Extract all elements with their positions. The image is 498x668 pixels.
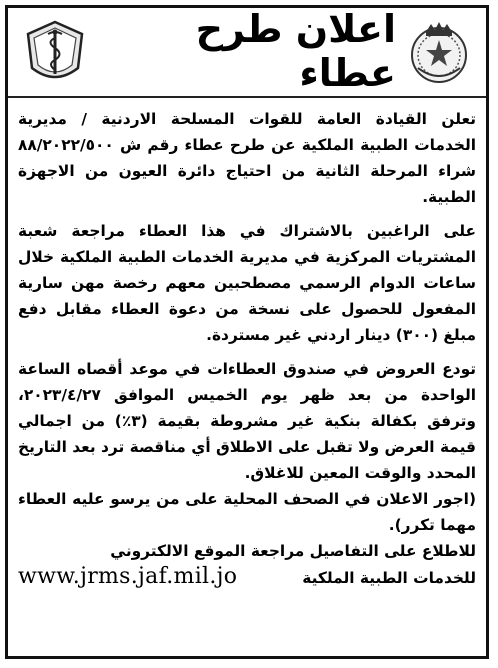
website-line xyxy=(18,564,476,591)
page-title: اعلان طرح عطاء xyxy=(195,7,396,95)
header xyxy=(8,8,486,98)
announcement-paragraph: تعلن القيادة العامة للقوات المسلحة الاردنية / مديرية الخدمات الطبية الملكية عن طرح عطاء رقم ش ٨٨/٢٠٢٢/٥٠٠ شراء المرحلة الثانية من احتياج دائرة العيون من الاجهزة الطبية. xyxy=(18,110,476,206)
submission-paragraph: تودع العروض في صندوق العطاءات في موعد أقصاه الساعة الواحدة من بعد ظهر يوم الخميس الموافق ٢٠٢٣/٤/٢٧، وترفق بكفالة بنكية غير مشروطة بقيمة (٣٪) من اجمالي قيمة العرض ولا تقبل على الاطلاق أي مناقصة ترد بعد التاريخ المحدد والوقت المعين للاغلاق. xyxy=(18,360,477,482)
website-label: للخدمات الطبية الملكية xyxy=(302,569,476,587)
advertisement-body xyxy=(18,106,476,650)
medical-services-emblem-icon xyxy=(20,18,90,88)
advertisement-frame xyxy=(5,5,489,659)
armed-forces-emblem-icon xyxy=(404,18,474,88)
details-paragraph: للاطلاع على التفاصيل مراجعة الموقع الالكتروني xyxy=(110,542,476,560)
advertising-fees-paragraph: (اجور الاعلان في الصحف المحلية على من يرسو عليه العطاء مهما تكرر). xyxy=(18,490,476,534)
participation-paragraph: على الراغبين بالاشتراك في هذا العطاء مراجعة شعبة المشتريات المركزية في مديرية الخدمات الطبية الملكية خلال ساعات الدوام الرسمي مصطحبين معهم رخصة مهن سارية المفعول للحصول على نسخة من دعوة العطاء مقابل دفع مبلغ (٣٠٠) دينار اردني غير مستردة. xyxy=(18,222,476,344)
website-link[interactable]: www.jrms.jaf.mil.jo xyxy=(18,564,238,589)
